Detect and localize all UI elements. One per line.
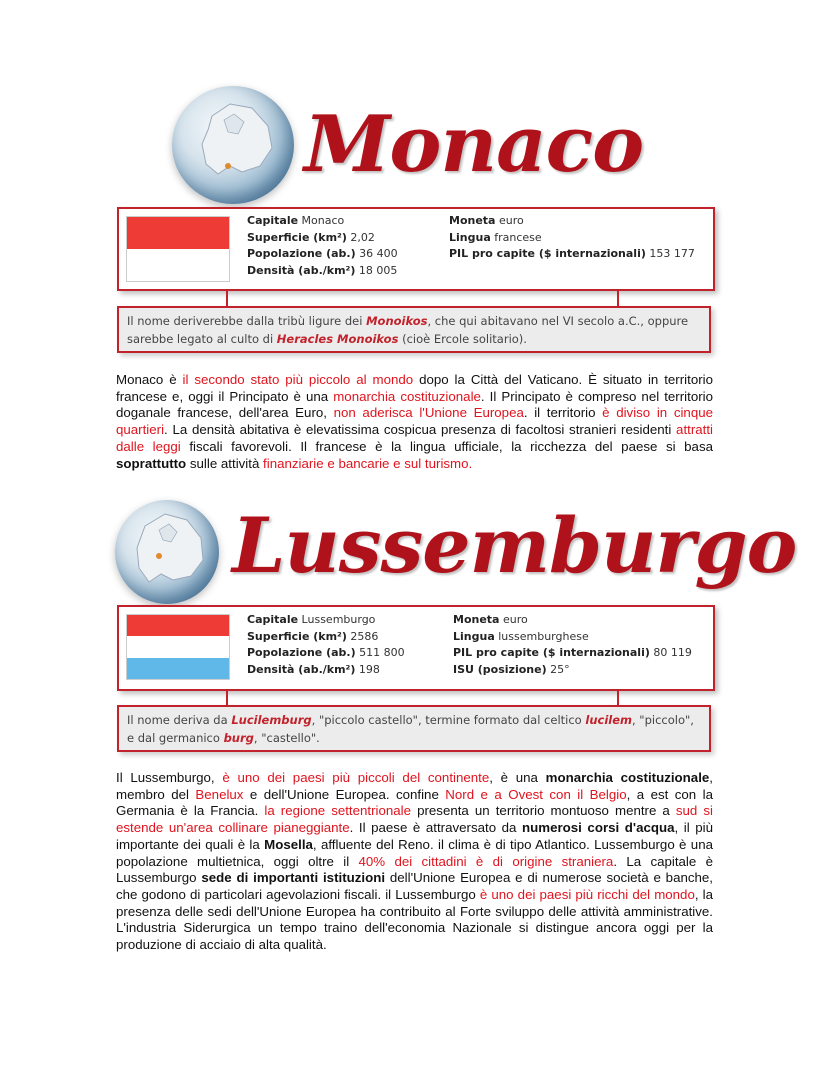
luxembourg-paragraph <box>116 770 713 954</box>
fact-value: 2586 <box>346 629 379 643</box>
text-run: sulle attività <box>186 455 264 471</box>
text-run: Il nome deriverebbe dalla tribù ligure dei <box>127 314 367 328</box>
bold-text: Mosella <box>264 836 313 852</box>
monaco-globe-map <box>172 86 294 204</box>
highlighted-text: Nord e a Ovest con il Belgio <box>445 786 627 802</box>
monaco-title: Monaco <box>304 99 644 190</box>
fact-value: euro <box>495 214 524 227</box>
connector <box>226 689 228 706</box>
highlighted-text: 40% dei cittadini è di origine straniera <box>358 853 614 869</box>
highlighted-text: non aderisca l'Unione Europea <box>333 405 524 421</box>
etymology-term: lucilem <box>585 713 632 727</box>
connector <box>226 289 228 307</box>
text-run: , membro del <box>116 770 713 802</box>
text-run: Il nome deriva da <box>127 713 232 727</box>
fact-label: Densità (ab./km²) <box>247 662 356 676</box>
bold-text: numerosi corsi d'acqua <box>522 820 675 836</box>
fact-row <box>453 629 692 646</box>
highlighted-text: il secondo stato più piccolo al mondo <box>182 372 414 387</box>
fact-label: Superficie (km²) <box>247 230 347 244</box>
fact-value: euro <box>499 613 528 626</box>
fact-value: 153 177 <box>645 247 695 260</box>
fact-value: Lussemburgo <box>298 613 376 626</box>
fact-row <box>247 263 398 280</box>
highlighted-text: monarchia costituzionale <box>333 388 481 404</box>
fact-row <box>247 612 405 629</box>
luxembourg-name-note <box>117 705 711 752</box>
luxembourg-facts-left <box>247 612 405 678</box>
etymology-term: Monoikos <box>366 314 428 328</box>
luxembourg-facts-card <box>117 605 715 691</box>
bold-text: soprattutto <box>116 455 187 471</box>
text-run: , il più importante dei quali è la <box>116 820 713 852</box>
luxembourg-globe-map <box>115 500 219 604</box>
fact-value: 2,02 <box>346 230 375 244</box>
fact-value: Monaco <box>298 214 345 227</box>
fact-label: PIL pro capite ($ internazionali) <box>453 646 650 659</box>
highlighted-text: è uno dei paesi più ricchi del mondo <box>479 886 695 902</box>
fact-row <box>449 230 695 247</box>
highlighted-text: Benelux <box>195 786 244 802</box>
highlighted-text: attratti dalle leggi <box>116 422 713 454</box>
text-run: , "piccolo castello", termine formato dal celtico <box>311 713 586 727</box>
fact-row <box>247 230 398 247</box>
fact-label: Popolazione (ab.) <box>247 247 356 260</box>
highlighted-text: è uno dei paesi più piccoli del continente <box>222 770 490 785</box>
text-run: fiscali favorevoli. Il francese è la lingua ufficiale, la ricchezza del paese si basa <box>180 438 713 454</box>
fact-value: 80 119 <box>649 646 692 659</box>
text-run: dell'Unione Europea e di numerose società e banche, che godono di particolari agevolazioni fiscali. il Lussemburgo <box>116 870 713 902</box>
fact-label: ISU (posizione) <box>453 662 547 676</box>
text-run: . Il paese è attraversato da <box>349 820 523 836</box>
fact-label: Capitale <box>247 214 299 227</box>
text-run: . Il Principato è compreso nel territorio doganale francese, dell'area Euro, <box>116 388 713 421</box>
text-run: presenta un territorio montuoso mentre a <box>411 803 676 819</box>
highlighted-text: è diviso in cinque quartieri <box>116 405 714 438</box>
fact-label: PIL pro capite ($ internazionali) <box>449 247 646 260</box>
monaco-facts-left <box>247 213 398 279</box>
fact-row <box>449 213 695 230</box>
fact-label: Densità (ab./km²) <box>247 263 356 277</box>
text-run: Monaco è <box>116 372 183 387</box>
text-run: (cioè Ercole solitario). <box>398 332 527 346</box>
fact-row <box>453 645 692 662</box>
text-run: . il territorio <box>523 405 603 421</box>
text-run: dopo la Città del Vaticano. È situato in territorio francese e, oggi il Principato è una <box>116 372 713 404</box>
fact-row <box>449 246 695 263</box>
fact-row <box>247 213 398 230</box>
fact-value: 18 005 <box>355 263 398 277</box>
fact-value: lussemburghese <box>494 629 589 643</box>
fact-label: Superficie (km²) <box>247 629 347 643</box>
fact-label: Capitale <box>247 613 299 626</box>
fact-value: 198 <box>355 662 380 676</box>
text-run: , "castello". <box>253 731 320 745</box>
etymology-term: burg <box>223 731 254 745</box>
text-run: , la presenza delle sedi dell'Unione Europea ha contribuito al Forte sviluppo delle attività amministrative. L'industria Siderurgica un tempo traino dell'economia Nazionale si distingue ancora oggi per la produzione di acciaio di alta qualità. <box>116 886 713 953</box>
luxembourg-title: Lussemburgo <box>232 501 797 590</box>
text-run: Il Lussemburgo, <box>116 770 223 785</box>
fact-value: 36 400 <box>355 247 398 260</box>
text-run: , è una <box>489 770 546 785</box>
text-run: , che qui abitavano nel VI secolo a.C., oppure sarebbe legato al culto di <box>127 314 689 346</box>
fact-value: francese <box>490 230 542 244</box>
fact-row <box>247 629 405 646</box>
luxembourg-flag <box>126 614 230 680</box>
text-run: . La densità abitativa è elevatissima cospicua presenza di facoltosi stranieri residenti <box>164 422 677 438</box>
connector <box>617 289 619 307</box>
fact-row <box>247 246 398 263</box>
fact-row <box>453 662 692 679</box>
fact-label: Lingua <box>449 230 491 244</box>
fact-label: Popolazione (ab.) <box>247 646 356 659</box>
highlighted-text: la regione settentrionale <box>264 803 412 819</box>
fact-label: Moneta <box>453 613 500 626</box>
etymology-term: Heracles Monoikos <box>276 332 399 346</box>
text-run: . La capitale è Lussemburgo <box>116 853 713 886</box>
fact-label: Lingua <box>453 629 495 643</box>
bold-text: monarchia costituzionale <box>545 770 710 785</box>
monaco-name-note <box>117 306 711 353</box>
fact-label: Moneta <box>449 214 496 227</box>
fact-value: 511 800 <box>355 646 405 659</box>
fact-row <box>247 662 405 679</box>
text-run: , affluente del Reno. il clima è di tipo Atlantico. Lussemburgo è una popolazione multietnica, oggi oltre il <box>116 836 713 869</box>
highlighted-text: finanziarie e bancarie e sul turismo. <box>263 455 473 471</box>
connector <box>617 689 619 706</box>
monaco-facts-card <box>117 207 715 291</box>
monaco-paragraph <box>116 372 713 472</box>
monaco-facts-right <box>449 213 695 263</box>
fact-row <box>453 612 692 629</box>
etymology-term: Lucilemburg <box>231 713 312 727</box>
monaco-flag <box>126 216 230 282</box>
highlighted-text: sud si estende un'area collinare pianeggiante <box>116 803 713 836</box>
text-run: e dell'Unione Europea. confine <box>243 786 446 802</box>
text-run: , "piccolo", e dal germanico <box>127 713 694 745</box>
fact-row <box>247 645 405 662</box>
bold-text: sede di importanti istituzioni <box>201 870 386 886</box>
luxembourg-facts-right <box>453 612 692 678</box>
text-run: , a est con la Germania è la Francia. <box>116 786 713 819</box>
fact-value: 25° <box>546 662 570 676</box>
